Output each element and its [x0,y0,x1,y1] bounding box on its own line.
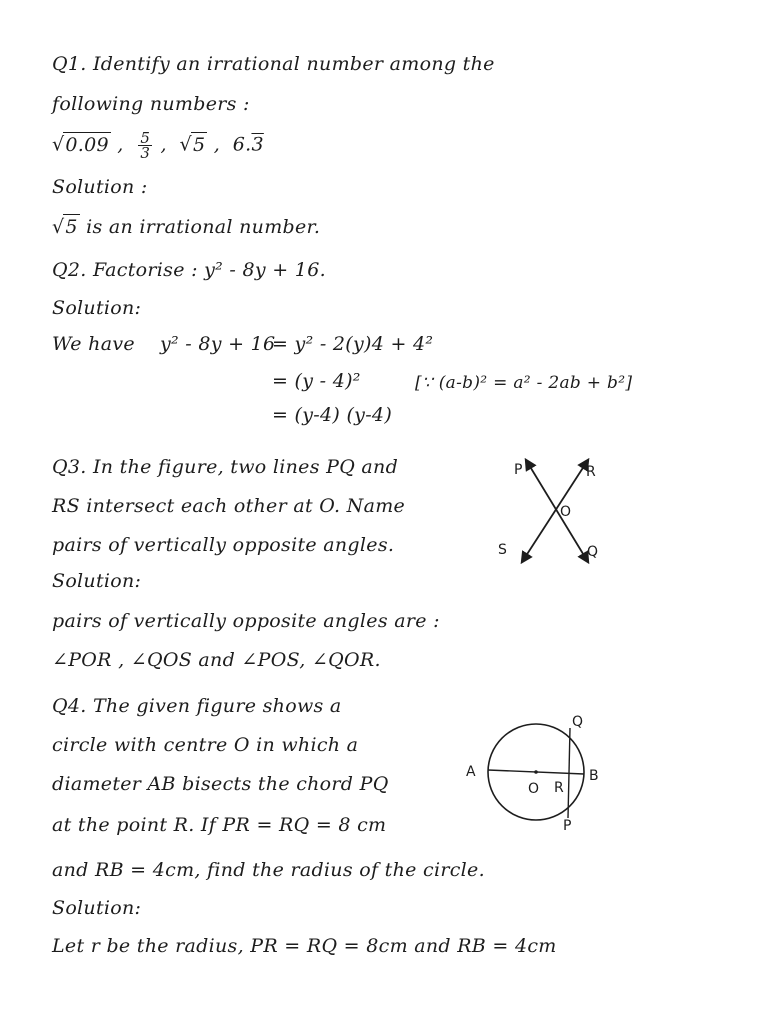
q4-label-b: B [589,768,599,784]
q3-text-line2: RS intersect each other at O. Name [52,495,406,517]
q1-n4-repeating: 3 [251,133,264,156]
q1-question-line1 [52,52,495,76]
q4-text-line3: diameter AB bisects the chord PQ [52,773,389,795]
q3-text-line1: In the figure, two lines PQ and [92,456,399,478]
q1-n1-radicand: 0.09 [65,133,109,156]
q4-label: Q4. [52,695,87,717]
q1-answer [52,214,320,239]
q1-n3-radicand: 5 [192,133,206,156]
q2-text: Factorise : [92,259,198,281]
q2-expr: y² - 8y + 16. [204,259,326,281]
q3-label-p: P [514,462,523,478]
q2-question [52,258,326,282]
q2-step2: = (y - 4)² [272,370,361,392]
q3-answer-line2: ∠POR , ∠QOS and ∠POS, ∠QOR. [52,649,381,671]
q1-n2-numerator: 5 [140,129,151,147]
q3-label-o: O [560,504,572,520]
chord-pq [568,728,570,818]
q4-label-o: O [528,781,540,797]
q4-text-line5: and RB = 4cm, find the radius of the circle. [52,859,485,881]
q2-step1-rhs: = y² - 2(y)4 + 4² [272,333,434,355]
q1-solution-label: Solution : [52,176,148,198]
q3-answer-line1: pairs of vertically opposite angles are : [52,610,440,632]
q1-n2-denominator: 3 [140,144,151,162]
q3-label-r: R [586,464,596,480]
q3-text-line3: pairs of vertically opposite angles. [52,534,395,556]
q3-question-line1 [52,455,398,479]
q1-numbers: √0.09 , $\frac{5}{3}$ , √5 , 6.3 [52,129,264,162]
q1-n4-base: 6. [232,133,252,156]
q3-solution-label: Solution: [52,570,142,592]
q4-circle-figure [462,708,612,833]
q4-solution-label: Solution: [52,897,142,919]
q2-label: Q2. [52,259,87,281]
q4-question-line1 [52,694,342,718]
q2-identity: [∵ (a-b)² = a² - 2ab + b²] [415,373,633,393]
q2-we-have: We have [52,333,135,355]
q1-label: Q1. [52,53,87,75]
q1-text-line1: Identify an irrational number among the [92,53,495,75]
q4-label-a: A [466,764,476,780]
q1-answer-radicand: 5 [65,216,78,238]
q2-solution-label: Solution: [52,297,142,319]
q1-answer-text: is an irrational number. [86,216,321,238]
q2-step3: = (y-4) (y-4) [272,404,393,426]
sqrt-symbol: √ [52,216,65,238]
q2-step1-lhs: y² - 8y + 16 [160,333,276,355]
q3-label-s: S [498,542,507,558]
q4-text-line4: at the point R. If PR = RQ = 8 cm [52,814,387,836]
q4-text-line1: The given figure shows a [92,695,342,717]
q3-label-q: Q [587,544,599,560]
q4-label-r: R [554,780,564,796]
q3-label: Q3. [52,456,87,478]
q4-answer-line1: Let r be the radius, PR = RQ = 8cm and RB = 4cm [52,935,557,957]
centre-point [534,770,538,774]
q4-text-line2: circle with centre O in which a [52,734,359,756]
q4-label-p: P [563,818,572,833]
sqrt-symbol: √ [52,133,65,156]
q1-n2-fraction [138,131,152,160]
q1-text-line2: following numbers : [52,93,250,115]
sqrt-symbol: √ [179,133,192,156]
q3-intersecting-lines-figure [490,450,610,575]
q4-label-q: Q [572,714,584,730]
